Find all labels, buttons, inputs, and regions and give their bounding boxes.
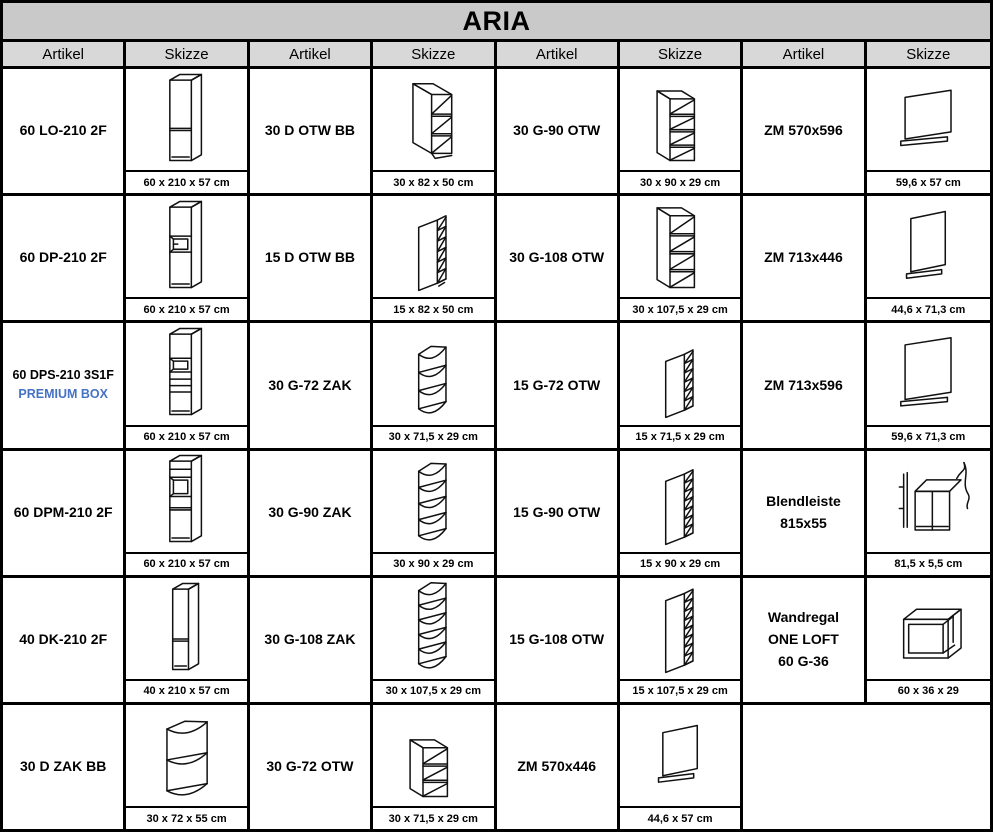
tall-cabinet-sketch-icon — [144, 454, 230, 547]
artikel-label: Wandregal — [767, 609, 839, 626]
skizze-cell — [867, 69, 990, 193]
sketch-drawing — [620, 323, 740, 424]
artikel-cell — [743, 69, 866, 193]
artikel-label: 15 G-108 OTW — [509, 630, 605, 647]
corner-shelf-sketch-icon — [144, 709, 230, 802]
open-shelf-sketch-icon — [390, 709, 476, 802]
artikel-cell — [743, 451, 866, 575]
skizze-cell — [867, 196, 990, 320]
base-open-shelf-sketch-icon — [390, 73, 476, 166]
artikel-cell — [250, 323, 373, 447]
panel-sketch-icon — [885, 327, 971, 420]
artikel-cell — [743, 578, 866, 702]
artikel-cell — [250, 578, 373, 702]
dimensions-label: 81,5 x 5,5 cm — [867, 552, 990, 575]
dimensions-label: 59,6 x 71,3 cm — [867, 425, 990, 448]
skizze-cell — [126, 323, 249, 447]
artikel-cell — [250, 69, 373, 193]
skizze-cell — [373, 323, 496, 447]
sketch-drawing — [373, 451, 493, 552]
artikel-label: 60 DPS-210 3S1F — [12, 368, 114, 383]
narrow-shelf-sketch-icon — [637, 327, 723, 420]
column-header: Skizze — [373, 42, 496, 66]
artikel-cell — [743, 196, 866, 320]
column-header: Artikel — [3, 42, 126, 66]
artikel-cell — [497, 705, 620, 829]
page-title: ARIA — [3, 3, 990, 42]
artikel-label: 30 D ZAK BB — [20, 758, 107, 775]
column-header: Skizze — [126, 42, 249, 66]
table-row — [3, 705, 990, 829]
artikel-label: ZM 570x596 — [764, 122, 843, 139]
skizze-cell — [126, 196, 249, 320]
skizze-cell — [373, 705, 496, 829]
skizze-cell — [126, 69, 249, 193]
panel-sketch-icon — [885, 200, 971, 293]
empty-cell — [743, 705, 990, 829]
artikel-label: 15 G-72 OTW — [513, 376, 601, 393]
tall-cabinet-sketch-icon — [144, 582, 230, 675]
skizze-cell — [620, 323, 743, 447]
dimensions-label: 30 x 71,5 x 29 cm — [373, 425, 493, 448]
sketch-drawing — [126, 69, 246, 170]
artikel-label: ZM 570x446 — [517, 758, 596, 775]
sketch-drawing — [867, 69, 990, 170]
dimensions-label: 30 x 72 x 55 cm — [126, 806, 246, 829]
dimensions-label: 15 x 107,5 x 29 cm — [620, 679, 740, 702]
artikel-label: 15 G-90 OTW — [513, 503, 601, 520]
dimensions-label: 60 x 210 x 57 cm — [126, 552, 246, 575]
skizze-cell — [373, 196, 496, 320]
artikel-cell — [250, 705, 373, 829]
artikel-label: 60 DPM-210 2F — [13, 503, 113, 520]
skizze-cell — [620, 578, 743, 702]
artikel-label: ZM 713x596 — [764, 376, 843, 393]
skizze-cell — [620, 196, 743, 320]
skizze-cell — [373, 578, 496, 702]
tall-cabinet-sketch-icon — [144, 200, 230, 293]
artikel-label: 30 D OTW BB — [264, 122, 356, 139]
dimensions-label: 44,6 x 57 cm — [620, 806, 740, 829]
panel-sketch-icon — [637, 709, 723, 802]
dimensions-label: 60 x 210 x 57 cm — [126, 297, 246, 320]
dimensions-label: 60 x 36 x 29 — [867, 679, 990, 702]
artikel-label: 60 G-36 — [778, 652, 829, 669]
dimensions-label: 30 x 107,5 x 29 cm — [620, 297, 740, 320]
artikel-cell — [497, 323, 620, 447]
artikel-cell — [497, 69, 620, 193]
sketch-drawing — [126, 196, 246, 297]
corner-shelf-sketch-icon — [390, 582, 476, 675]
artikel-cell — [743, 323, 866, 447]
artikel-cell — [3, 705, 126, 829]
artikel-cell — [250, 196, 373, 320]
artikel-cell — [3, 69, 126, 193]
column-header: Artikel — [743, 42, 866, 66]
column-header: Artikel — [250, 42, 373, 66]
artikel-label: 30 G-108 ZAK — [264, 630, 356, 647]
artikel-cell — [3, 323, 126, 447]
artikel-cell — [497, 578, 620, 702]
sketch-drawing — [126, 451, 246, 552]
dimensions-label: 30 x 71,5 x 29 cm — [373, 806, 493, 829]
artikel-cell — [497, 196, 620, 320]
skizze-cell — [126, 578, 249, 702]
open-shelf-sketch-icon — [637, 200, 723, 293]
dimensions-label: 44,6 x 71,3 cm — [867, 297, 990, 320]
artikel-label: 15 D OTW BB — [264, 249, 356, 266]
column-header-row — [3, 42, 990, 69]
dimensions-label: 30 x 82 x 50 cm — [373, 170, 493, 193]
artikel-label: PREMIUM BOX — [18, 387, 108, 402]
dimensions-label: 60 x 210 x 57 cm — [126, 170, 246, 193]
sketch-drawing — [373, 69, 493, 170]
sketch-drawing — [373, 323, 493, 424]
artikel-label: 815x55 — [780, 514, 827, 531]
sketch-drawing — [373, 705, 493, 806]
dimensions-label: 60 x 210 x 57 cm — [126, 425, 246, 448]
artikel-label: 30 G-72 ZAK — [268, 376, 352, 393]
sketch-drawing — [620, 69, 740, 170]
table-row — [3, 196, 990, 323]
skizze-cell — [867, 451, 990, 575]
artikel-cell — [250, 451, 373, 575]
tall-cabinet-sketch-icon — [144, 73, 230, 166]
artikel-label: 60 LO-210 2F — [19, 122, 107, 139]
sketch-drawing — [126, 323, 246, 424]
artikel-label: 30 G-72 OTW — [266, 758, 354, 775]
skizze-cell — [373, 451, 496, 575]
artikel-label: ONE LOFT — [768, 630, 839, 647]
table-row — [3, 451, 990, 578]
sketch-drawing — [373, 578, 493, 679]
skizze-cell — [867, 323, 990, 447]
open-shelf-sketch-icon — [637, 73, 723, 166]
artikel-label: Blendleiste — [766, 492, 841, 509]
dimensions-label: 30 x 90 x 29 cm — [373, 552, 493, 575]
artikel-label: 30 G-108 OTW — [509, 249, 605, 266]
skizze-cell — [126, 451, 249, 575]
sketch-drawing — [620, 705, 740, 806]
sketch-drawing — [620, 578, 740, 679]
sketch-drawing — [867, 578, 990, 679]
catalog-table — [3, 42, 990, 829]
sketch-drawing — [620, 451, 740, 552]
artikel-label: 30 G-90 ZAK — [268, 503, 352, 520]
skizze-cell — [867, 578, 990, 702]
table-row — [3, 323, 990, 450]
skizze-cell — [620, 451, 743, 575]
skizze-cell — [620, 705, 743, 829]
sketch-drawing — [867, 323, 990, 424]
artikel-label: 30 G-90 OTW — [513, 122, 601, 139]
dimensions-label: 59,6 x 57 cm — [867, 170, 990, 193]
dimensions-label: 40 x 210 x 57 cm — [126, 679, 246, 702]
skizze-cell — [620, 69, 743, 193]
column-header: Skizze — [620, 42, 743, 66]
dimensions-label: 15 x 82 x 50 cm — [373, 297, 493, 320]
narrow-shelf-sketch-icon — [637, 454, 723, 547]
table-row — [3, 578, 990, 705]
sketch-drawing — [867, 196, 990, 297]
narrow-shelf-sketch-icon — [390, 200, 476, 293]
dimensions-label: 30 x 107,5 x 29 cm — [373, 679, 493, 702]
sketch-drawing — [373, 196, 493, 297]
sketch-drawing — [867, 451, 990, 552]
sketch-drawing — [126, 578, 246, 679]
artikel-cell — [3, 196, 126, 320]
corner-shelf-sketch-icon — [390, 327, 476, 420]
dimensions-label: 30 x 90 x 29 cm — [620, 170, 740, 193]
blendleiste-sketch-icon — [885, 454, 971, 547]
artikel-label: 40 DK-210 2F — [19, 630, 108, 647]
narrow-shelf-sketch-icon — [637, 582, 723, 675]
column-header: Skizze — [867, 42, 990, 66]
artikel-label: 60 DP-210 2F — [19, 249, 107, 266]
dimensions-label: 15 x 90 x 29 cm — [620, 552, 740, 575]
corner-shelf-sketch-icon — [390, 454, 476, 547]
wall-frame-shelf-sketch-icon — [885, 582, 971, 675]
table-row — [3, 69, 990, 196]
dimensions-label: 15 x 71,5 x 29 cm — [620, 425, 740, 448]
artikel-cell — [3, 578, 126, 702]
skizze-cell — [373, 69, 496, 193]
artikel-cell — [3, 451, 126, 575]
artikel-cell — [497, 451, 620, 575]
skizze-cell — [126, 705, 249, 829]
tall-cabinet-sketch-icon — [144, 327, 230, 420]
artikel-label: ZM 713x446 — [764, 249, 843, 266]
sketch-drawing — [620, 196, 740, 297]
sketch-drawing — [126, 705, 246, 806]
column-header: Artikel — [497, 42, 620, 66]
panel-sketch-icon — [885, 73, 971, 166]
